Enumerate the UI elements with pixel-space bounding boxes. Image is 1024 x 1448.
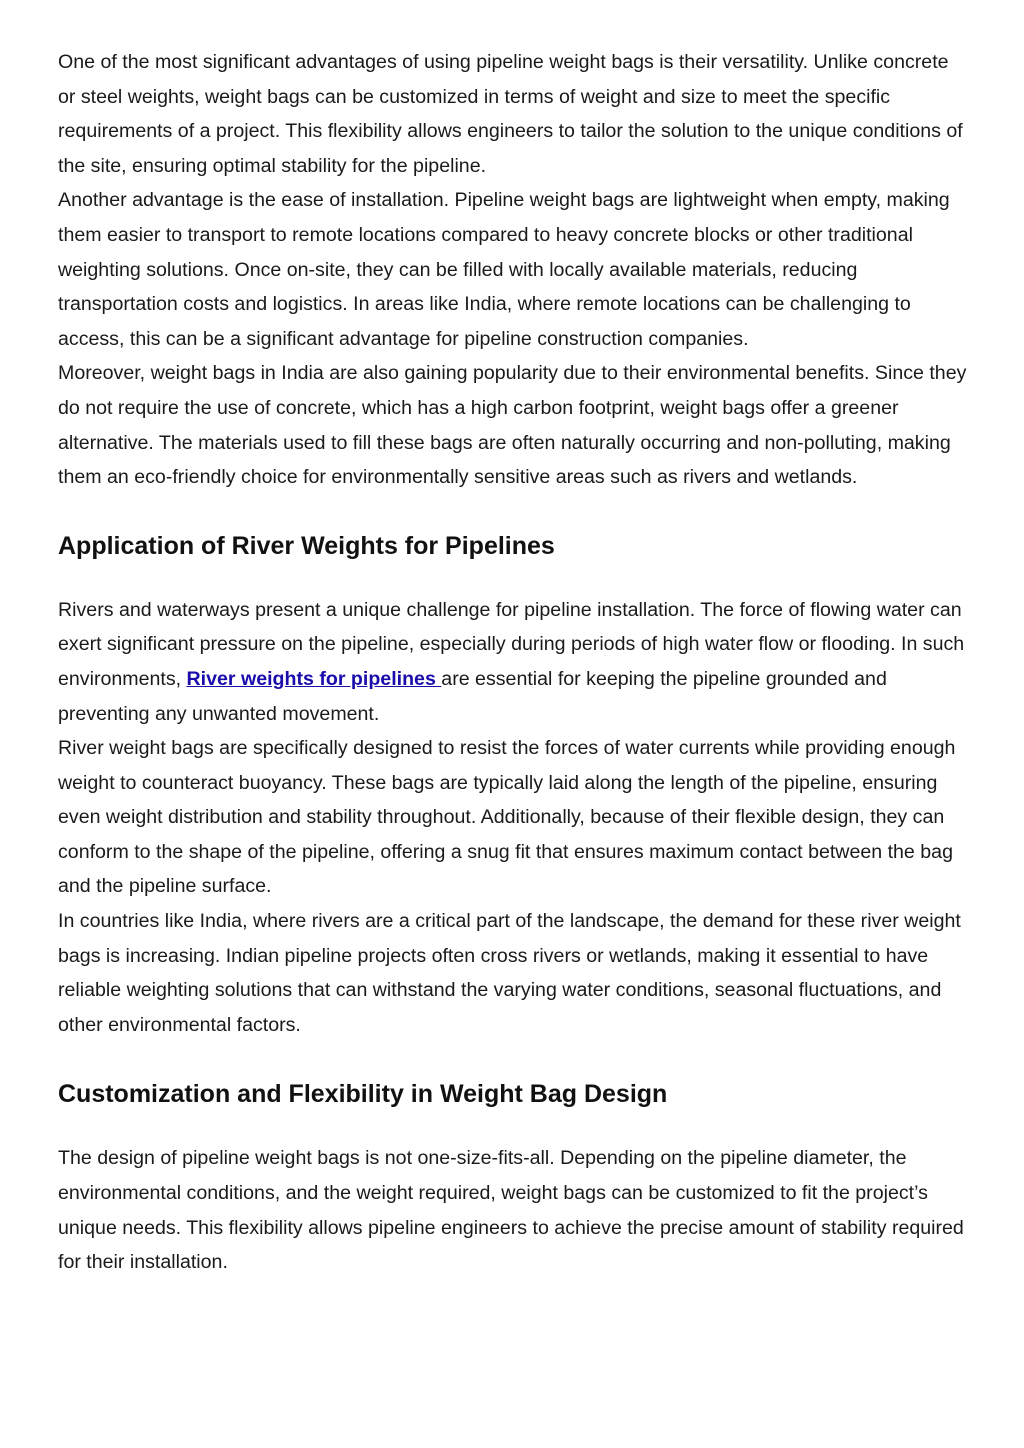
river-paragraph-text-before-link: Rivers and waterways present a unique challenge for pipeline installation. The force of flowing water can exert significant pressure on the pipeline, especially during periods of high water flow or flooding. In such environments, xyxy=(58,598,965,690)
section-heading-customization: Customization and Flexibility in Weight Bag Design xyxy=(58,1080,668,1109)
river-paragraph-design: River weight bags are specifically designed to resist the forces of water currents while providing enough weight to counteract buoyancy. These bags are typically laid along the length of the pipeline, ensuring even weight distribution and stability throughout. Additionally, because of their flexible design, they can conform to the shape of the pipeline, offering a snug fit that ensures maximum contact between the bag and the pipeline surface. xyxy=(58,737,956,898)
intro-paragraph-installation: Another advantage is the ease of installation. Pipeline weight bags are lightweight when empty, making them easier to transport to remote locations compared to heavy concrete blocks or other traditional weighting solutions. Once on-site, they can be filled with locally available materials, reducing transportation costs and logistics. In areas like India, where remote locations can be challenging to access, this can be a significant advantage for pipeline construction companies. xyxy=(58,189,950,350)
river-paragraph-challenge xyxy=(58,593,970,731)
river-paragraph-text-after-link: are essential for keeping the pipeline grounded and preventing any unwanted movement. xyxy=(58,667,887,725)
river-paragraph-india: In countries like India, where rivers are a critical part of the landscape, the demand for these river weight bags is increasing. Indian pipeline projects often cross rivers or wetlands, making it essential to have reliable weighting solutions that can withstand the varying water conditions, seasonal fluctuations, and other environmental factors. xyxy=(58,910,961,1036)
river-weights-link[interactable]: River weights for pipelines xyxy=(186,667,442,690)
section-heading-river-weights: Application of River Weights for Pipelines xyxy=(58,531,555,560)
document-page xyxy=(58,45,970,1280)
intro-paragraph-environment: Moreover, weight bags in India are also gaining popularity due to their environmental benefits. Since they do not require the use of concrete, which has a high carbon footprint, weight bags offer a greener alternative. The materials used to fill these bags are often naturally occurring and non-polluting, making them an eco-friendly choice for environmentally sensitive areas such as rivers and wetlands. xyxy=(58,362,967,489)
intro-paragraph-versatility: One of the most significant advantages of using pipeline weight bags is their versatility. Unlike concrete or steel weights, weight bags can be customized in terms of weight and size to meet the specific requirements of a project. This flexibility allows engineers to tailor the solution to the unique conditions of the site, ensuring optimal stability for the pipeline. xyxy=(58,51,963,177)
custom-paragraph-design: The design of pipeline weight bags is not one-size-fits-all. Depending on the pipeline diameter, the environmental conditions, and the weight required, weight bags can be customized to fit the project’s unique needs. This flexibility allows pipeline engineers to achieve the precise amount of stability required for their installation. xyxy=(58,1147,964,1274)
